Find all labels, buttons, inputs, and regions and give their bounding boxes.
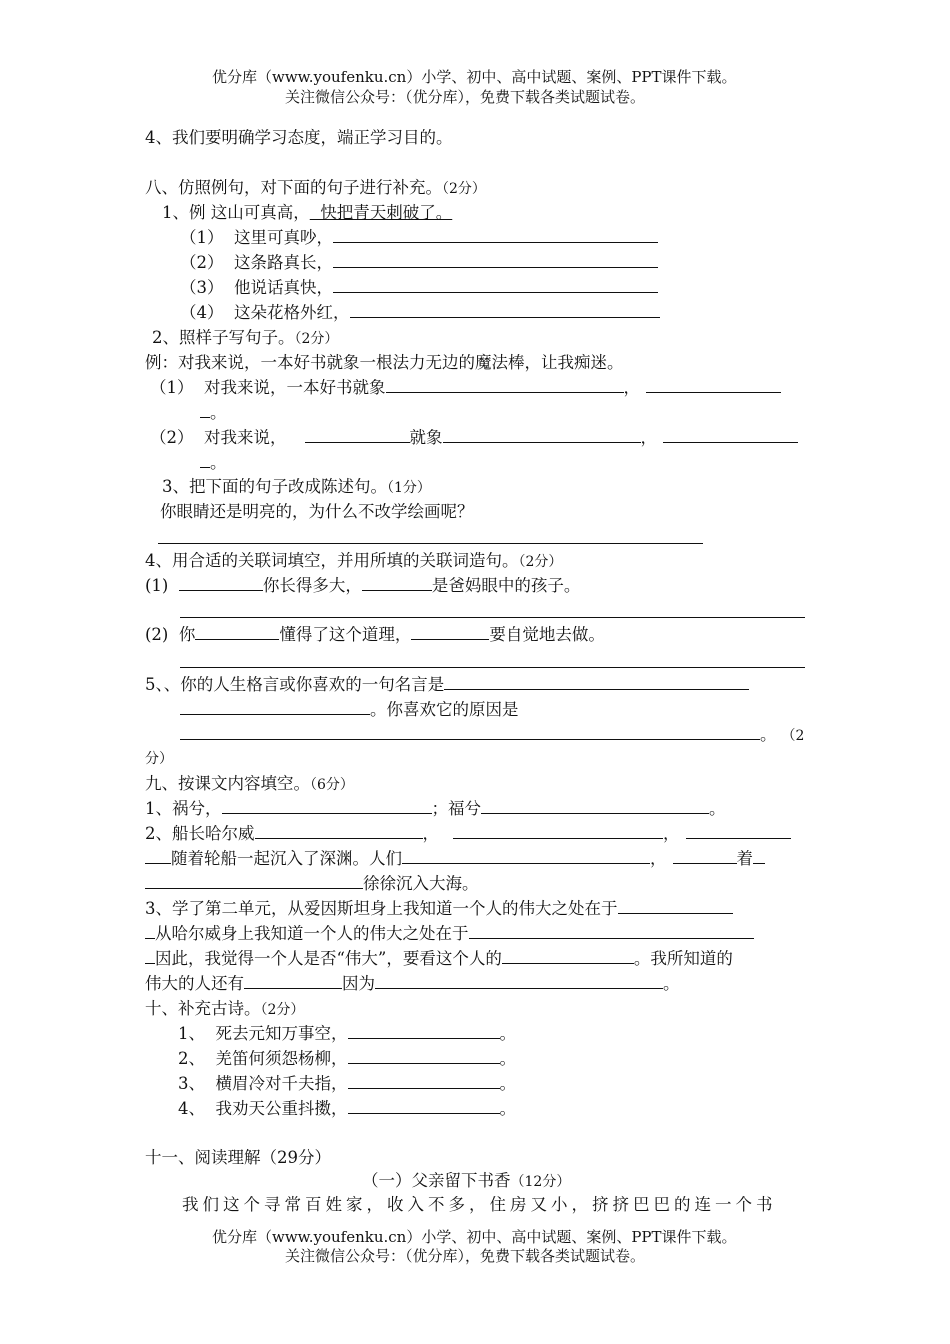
answer-blank[interactable] bbox=[179, 589, 263, 591]
top-sentence: 4、我们要明确学习态度，端正学习目的。 bbox=[145, 128, 453, 147]
s8-q3-title bbox=[162, 479, 431, 496]
s8-q1-item bbox=[180, 305, 660, 322]
s8-q4-1 bbox=[145, 578, 580, 595]
footer-line-1: 优分库（www.youfenku.cn）小学、初中、高中试题、案例、PPT课件下载。 bbox=[212, 1228, 737, 1246]
s8-q1-item-num: （2） bbox=[180, 253, 224, 272]
s8-q2-1-num: （1） bbox=[150, 378, 194, 397]
section-10-score: （2分） bbox=[260, 1002, 305, 1018]
s8-q1-item bbox=[180, 255, 658, 272]
s8-q1-item-text: 他说话真快， bbox=[234, 278, 333, 297]
s8-q4-2-num: (2) bbox=[145, 625, 169, 644]
s8-q3-sentence: 你眼睛还是明亮的，为什么不改学绘画呢？ bbox=[160, 502, 474, 521]
reading-subtitle-score: （12分） bbox=[510, 1174, 571, 1190]
s9-q3-e: 伟大的人还有 bbox=[145, 974, 244, 993]
answer-line[interactable] bbox=[180, 617, 805, 618]
answer-blank[interactable] bbox=[145, 862, 171, 864]
s8-q1-item-num: （4） bbox=[180, 303, 224, 322]
answer-blank[interactable] bbox=[481, 812, 709, 814]
s9-q3-d: 。我所知道的 bbox=[633, 949, 733, 968]
s9-q3-b: 从哈尔威身上我知道一个人的伟大之处在于 bbox=[155, 924, 469, 943]
period: 。 bbox=[499, 1074, 516, 1093]
s8-q5-reason bbox=[180, 727, 804, 744]
answer-blank[interactable] bbox=[469, 937, 754, 939]
header-line-2: 关注微信公众号：（优分库），免费下载各类试题试卷。 bbox=[285, 88, 646, 106]
s8-q4-score: （2分） bbox=[518, 554, 563, 570]
answer-blank[interactable] bbox=[244, 987, 342, 989]
answer-blank[interactable] bbox=[663, 441, 798, 443]
answer-blank[interactable] bbox=[333, 241, 658, 243]
s8-q2-title-text: 2、照样子写句子。 bbox=[152, 328, 295, 347]
s9-q3-a: 3、学了第二单元，从爱因斯坦身上我知道一个人的伟大之处在于 bbox=[145, 899, 618, 918]
answer-blank[interactable] bbox=[686, 837, 791, 839]
s9-q1-a: 1、祸兮， bbox=[145, 799, 222, 818]
poem-item-num: 2、 bbox=[178, 1049, 205, 1068]
answer-blank[interactable] bbox=[375, 987, 663, 989]
section-8-score: （2分） bbox=[442, 181, 486, 197]
section-9-title bbox=[145, 776, 354, 793]
answer-blank[interactable] bbox=[411, 638, 489, 640]
s8-q1-item bbox=[180, 280, 658, 297]
poem-item bbox=[178, 1051, 516, 1068]
s8-q2-2-num: （2） bbox=[150, 428, 194, 447]
answer-blank[interactable] bbox=[200, 466, 210, 468]
section-9-title-text: 九、按课文内容填空。 bbox=[145, 774, 310, 793]
s8-q1-item-num: （1） bbox=[180, 228, 224, 247]
s9-q1-b: ；福兮 bbox=[431, 799, 481, 818]
reading-paragraph: 我们这个寻常百姓家，收入不多，住房又小，挤挤巴巴的连一个书 bbox=[182, 1195, 777, 1214]
period: 。 bbox=[210, 453, 227, 472]
comma: ， bbox=[422, 824, 439, 843]
s9-q3-f: 因为 bbox=[342, 974, 375, 993]
s8-q5-b: 。你喜欢它的原因是 bbox=[370, 700, 519, 719]
s9-q3-c: 因此，我觉得一个人是否“伟大”，要看这个人的 bbox=[155, 949, 502, 968]
section-9-score: （6分） bbox=[310, 777, 354, 793]
answer-blank[interactable] bbox=[350, 316, 660, 318]
s9-q2-cont bbox=[145, 851, 765, 868]
s9-q2 bbox=[145, 826, 791, 843]
answer-blank[interactable] bbox=[255, 837, 423, 839]
poem-item-text: 横眉冷对千夫指， bbox=[215, 1074, 348, 1093]
poem-item-num: 4、 bbox=[178, 1099, 205, 1118]
comma: ， bbox=[650, 849, 667, 868]
s8-q3-score: （1分） bbox=[387, 480, 431, 496]
s8-q3-title-text: 3、把下面的句子改成陈述句。 bbox=[162, 477, 387, 496]
s8-q2-1-text: 对我来说，一本好书就象 bbox=[204, 378, 386, 397]
s8-q1-prefix: 1、例 这山可真高， bbox=[162, 203, 310, 222]
s8-q4-1-num: (1) bbox=[145, 576, 169, 595]
poem-item bbox=[178, 1101, 516, 1118]
poem-item-num: 1、 bbox=[178, 1024, 205, 1043]
s9-q2-b: 随着轮船一起沉入了深渊。人们 bbox=[171, 849, 402, 868]
period: 。 bbox=[760, 725, 777, 744]
section-8-title-text: 八、仿照例句，对下面的句子进行补充。 bbox=[145, 178, 442, 197]
answer-blank[interactable] bbox=[333, 266, 658, 268]
answer-blank[interactable] bbox=[673, 862, 737, 864]
s8-q4-title bbox=[145, 553, 562, 570]
footer-line-2: 关注微信公众号：（优分库），免费下载各类试题试卷。 bbox=[285, 1247, 646, 1265]
answer-blank[interactable] bbox=[180, 738, 760, 740]
answer-blank[interactable] bbox=[305, 441, 410, 443]
period: 。 bbox=[499, 1049, 516, 1068]
answer-blank[interactable] bbox=[453, 837, 663, 839]
answer-blank[interactable] bbox=[443, 441, 641, 443]
s8-q2-example: 例：对我来说，一本好书就象一根法力无边的魔法棒，让我痴迷。 bbox=[145, 353, 624, 372]
s8-q1-example-answer: 快把青天刺破了。 bbox=[309, 203, 453, 222]
s8-q2-title bbox=[152, 330, 338, 347]
answer-blank[interactable] bbox=[502, 962, 634, 964]
s8-q4-1-b: 是爸妈眼中的孩子。 bbox=[431, 576, 581, 595]
period: 。 bbox=[499, 1024, 516, 1043]
s8-q2-2-cont bbox=[200, 455, 227, 472]
period: 。 bbox=[663, 974, 680, 993]
s9-q2-d: 徐徐沉入大海。 bbox=[363, 874, 479, 893]
answer-blank[interactable] bbox=[362, 589, 432, 591]
s8-q5-a: 5、、你的人生格言或你喜欢的一句名言是 bbox=[145, 675, 445, 694]
s9-q3 bbox=[145, 901, 733, 918]
s8-q2-2 bbox=[150, 430, 798, 447]
s8-q5-score-a: （2 bbox=[788, 728, 805, 744]
answer-blank[interactable] bbox=[145, 887, 363, 889]
answer-blank[interactable] bbox=[333, 291, 658, 293]
s8-q2-score: （2分） bbox=[294, 331, 339, 347]
period: 。 bbox=[499, 1099, 516, 1118]
s9-q3-line4 bbox=[145, 976, 680, 993]
s9-q3-line2 bbox=[145, 926, 754, 943]
answer-line[interactable] bbox=[180, 667, 805, 668]
s8-q4-2-c: 要自觉地去做。 bbox=[489, 625, 605, 644]
comma: ， bbox=[663, 824, 680, 843]
s8-q2-1-cont bbox=[200, 405, 227, 422]
s8-q4-2 bbox=[145, 627, 605, 644]
answer-blank[interactable] bbox=[348, 1062, 500, 1064]
period: 。 bbox=[709, 799, 726, 818]
comma: ， bbox=[623, 378, 640, 397]
answer-blank[interactable] bbox=[180, 713, 370, 715]
s9-q2-end bbox=[145, 876, 479, 893]
answer-blank[interactable] bbox=[348, 1037, 500, 1039]
answer-blank[interactable] bbox=[145, 962, 155, 964]
s8-q1-example bbox=[162, 205, 452, 222]
answer-blank[interactable] bbox=[386, 391, 624, 393]
s8-q5-cont bbox=[180, 702, 519, 719]
comma: ， bbox=[640, 428, 657, 447]
s8-q5 bbox=[145, 677, 749, 694]
s8-q4-2-b: 懂得了这个道理， bbox=[279, 625, 412, 644]
s9-q1 bbox=[145, 801, 726, 818]
s8-q1-item-text: 这条路真长， bbox=[234, 253, 333, 272]
section-10-title-text: 十、补充古诗。 bbox=[145, 999, 261, 1018]
s8-q1-item-num: （3） bbox=[180, 278, 224, 297]
s8-q2-2-text: 对我来说， bbox=[204, 428, 287, 447]
s9-q2-c: 着 bbox=[736, 849, 753, 868]
answer-blank[interactable] bbox=[348, 1087, 500, 1089]
answer-blank[interactable] bbox=[753, 862, 765, 864]
s9-q2-a: 2、船长哈尔威 bbox=[145, 824, 255, 843]
poem-item-text: 我劝天公重抖擞， bbox=[215, 1099, 348, 1118]
s8-q4-2-a: 你 bbox=[178, 625, 196, 644]
poem-item-text: 羌笛何须怨杨柳， bbox=[215, 1049, 348, 1068]
period: 。 bbox=[210, 403, 227, 422]
reading-subtitle-text: （一）父亲留下书香 bbox=[362, 1171, 511, 1190]
reading-subtitle bbox=[362, 1173, 570, 1190]
s8-q2-1 bbox=[150, 380, 781, 397]
answer-blank[interactable] bbox=[402, 862, 650, 864]
s8-q1-item-text: 这里可真吵， bbox=[234, 228, 333, 247]
header-line-1: 优分库（www.youfenku.cn）小学、初中、高中试题、案例、PPT课件下载。 bbox=[212, 68, 737, 86]
section-11-title: 十一、阅读理解（29分） bbox=[145, 1148, 331, 1167]
answer-blank[interactable] bbox=[195, 638, 279, 640]
s9-q3-line3 bbox=[145, 951, 733, 968]
section-10-title bbox=[145, 1001, 304, 1018]
answer-blank[interactable] bbox=[222, 812, 432, 814]
answer-blank[interactable] bbox=[444, 688, 749, 690]
answer-blank[interactable] bbox=[145, 937, 155, 939]
s8-q4-title-text: 4、用合适的关联词填空，并用所填的关联词造句。 bbox=[145, 551, 519, 570]
s8-q5-score-b: 分） bbox=[145, 751, 173, 767]
answer-blank[interactable] bbox=[618, 912, 733, 914]
s8-q1-item-text: 这朵花格外红， bbox=[234, 303, 350, 322]
s8-q1-item bbox=[180, 230, 658, 247]
poem-item-text: 死去元知万事空， bbox=[215, 1024, 348, 1043]
s8-q2-2-mid: 就象 bbox=[409, 428, 443, 447]
answer-blank[interactable] bbox=[200, 416, 210, 418]
s8-q4-1-a: 你长得多大， bbox=[262, 576, 362, 595]
poem-item bbox=[178, 1076, 516, 1093]
section-8-title bbox=[145, 180, 486, 197]
answer-line[interactable] bbox=[158, 543, 703, 544]
poem-item bbox=[178, 1026, 516, 1043]
poem-item-num: 3、 bbox=[178, 1074, 205, 1093]
answer-blank[interactable] bbox=[348, 1112, 500, 1114]
answer-blank[interactable] bbox=[646, 391, 781, 393]
